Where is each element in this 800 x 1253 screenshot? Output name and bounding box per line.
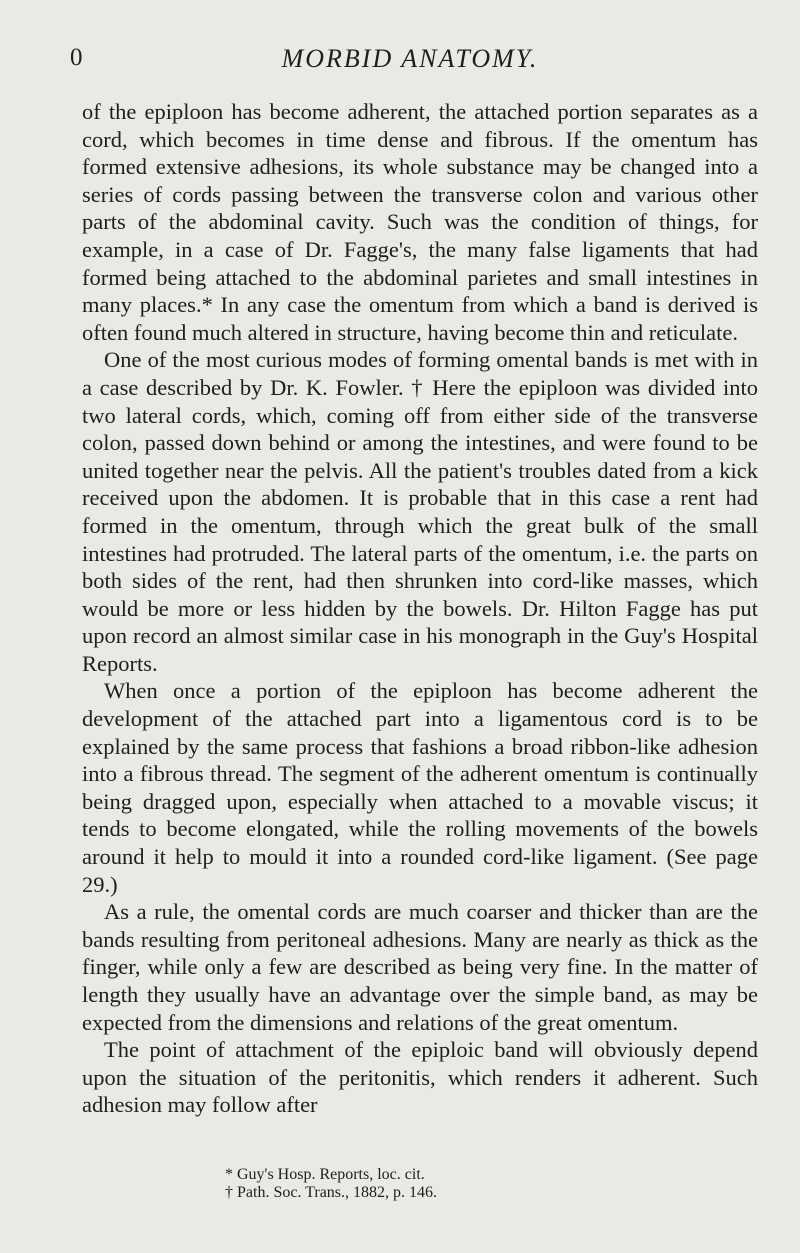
paragraph-1: of the epiploon has become adherent, the attached portion separates as a cord, which becomes in time dense and fibrous. If the omentum has formed extensive adhesions, its whole substance may be changed into a series of cords passing between the transverse colon and various other parts of the abdominal cavity. Such was the condition of things, for example, in a case of Dr. Fagge's, the many false ligaments that had formed being attached to the abdominal parietes and small intestines in many places.* In any case the omentum from which a band is derived is often found much altered in structure, having become thin and reticulate. bbox=[82, 99, 758, 345]
paragraph-3: When once a portion of the epiploon has become adherent the development of the attached part into a ligamentous cord is to be explained by the same process that fashions a broad ribbon-like adhesion into a fibrous thread. The segment of the adherent omentum is continually being dragged upon, especially when attached to a movable viscus; it tends to become elongated, while the rolling movements of the bowels around it help to mould it into a rounded cord-like ligament. (See page 29.) bbox=[82, 678, 758, 897]
paragraph-4: As a rule, the omental cords are much coarser and thicker than are the bands resulting from peritoneal adhesions. Many are nearly as thick as the finger, while only a few are described as being very fine. In the matter of length they usually have an advantage over the simple band, as may be expected from the dimensions and relations of the great omentum. bbox=[82, 899, 758, 1035]
body-text bbox=[82, 98, 758, 1119]
page-number: 0 bbox=[70, 44, 84, 71]
footnote-2: † Path. Soc. Trans., 1882, p. 146. bbox=[225, 1184, 438, 1201]
footnote-1: * Guy's Hosp. Reports, loc. cit. bbox=[225, 1166, 425, 1183]
paragraph-2: One of the most curious modes of forming omental bands is met with in a case described by Dr. K. Fowler. † Here the epiploon was divided into two lateral cords, which, coming off from either side of the transverse colon, passed down behind or among the intestines, and were found to be united together near the pelvis. All the patient's troubles dated from a kick received upon the abdomen. It is probable that in this case a rent had formed in the omentum, through which the great bulk of the small intestines had protruded. The lateral parts of the omentum, i.e. the parts on both sides of the rent, had then shrunken into cord-like masses, which would be more or less hidden by the bowels. Dr. Hilton Fagge has put upon record an almost similar case in his monograph in the Guy's Hospital Reports. bbox=[82, 347, 758, 676]
running-head: MORBID ANATOMY. bbox=[281, 44, 539, 73]
paragraph-5: The point of attachment of the epiploic band will obviously depend upon the situation of the peritonitis, which renders it adherent. Such adhesion may follow after bbox=[82, 1037, 758, 1118]
footnotes bbox=[225, 1166, 725, 1202]
page-header bbox=[70, 44, 750, 84]
